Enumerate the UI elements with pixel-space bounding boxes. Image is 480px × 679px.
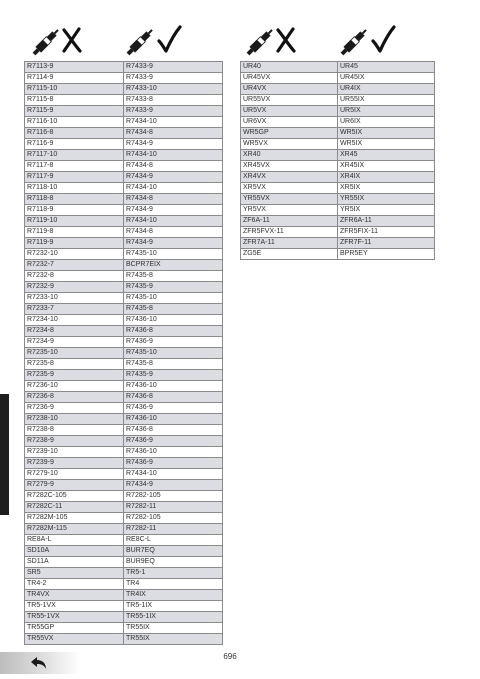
cross-icon: [61, 26, 83, 54]
incorrect-part-cell: SR5: [25, 568, 124, 579]
correct-part-cell: R7435-8: [124, 359, 223, 370]
incorrect-part-cell: TR5-1VX: [25, 601, 124, 612]
incorrect-part-cell: R7236-10: [25, 381, 124, 392]
incorrect-part-cell: ZFR5FVX-11: [241, 227, 338, 238]
table-row: [25, 271, 223, 282]
correct-part-cell: R7434-10: [124, 117, 223, 128]
table-row: [25, 557, 223, 568]
incorrect-part-cell: R7116-9: [25, 139, 124, 150]
table-row: [25, 535, 223, 546]
correct-part-cell: R7434-9: [124, 205, 223, 216]
table-row: [25, 95, 223, 106]
table-row: [25, 216, 223, 227]
correct-part-cell: R7435-10: [124, 293, 223, 304]
incorrect-part-cell: TR55VX: [25, 634, 124, 645]
correct-part-cell: R7436-9: [124, 436, 223, 447]
table-row: [25, 425, 223, 436]
correct-part-cell: R7434-10: [124, 216, 223, 227]
correct-part-cell: R7435-8: [124, 271, 223, 282]
incorrect-part-cell: YR5VX: [241, 205, 338, 216]
table-row: [25, 612, 223, 623]
correct-part-cell: R7433-10: [124, 84, 223, 95]
correct-part-cell: R7436-9: [124, 458, 223, 469]
correct-part-cell: R7433-8: [124, 95, 223, 106]
correct-part-cell: XR45: [338, 150, 435, 161]
correct-part-cell: R7436-10: [124, 315, 223, 326]
incorrect-part-cell: R7236-8: [25, 392, 124, 403]
table-row: [25, 183, 223, 194]
incorrect-part-cell: R7232-9: [25, 282, 124, 293]
incorrect-part-cell: SD10A: [25, 546, 124, 557]
table-row: [241, 227, 435, 238]
correct-part-cell: TR4: [124, 579, 223, 590]
table-row: [25, 491, 223, 502]
correct-part-cell: R7435-8: [124, 304, 223, 315]
table-row: [25, 62, 223, 73]
correct-part-cell: R7434-9: [124, 480, 223, 491]
correct-part-cell: R7434-10: [124, 183, 223, 194]
incorrect-part-cell: R7282M-105: [25, 513, 124, 524]
incorrect-part-cell: WR5VX: [241, 139, 338, 150]
correct-part-cell: UR6IX: [338, 117, 435, 128]
incorrect-part-cell: R7115-8: [25, 95, 124, 106]
table-row: [25, 150, 223, 161]
table-row: [25, 249, 223, 260]
incorrect-part-cell: UR5VX: [241, 106, 338, 117]
correct-part-cell: R7433-9: [124, 106, 223, 117]
incorrect-part-cell: R7118-8: [25, 194, 124, 205]
table-row: [241, 172, 435, 183]
incorrect-part-cell: R7232-10: [25, 249, 124, 260]
table-row: [241, 238, 435, 249]
table-row: [241, 249, 435, 260]
correct-part-cell: RE8C-L: [124, 535, 223, 546]
table-row: [25, 73, 223, 84]
table-row: [25, 84, 223, 95]
table-row: [241, 73, 435, 84]
correct-part-cell: R7436-10: [124, 447, 223, 458]
incorrect-part-cell: R7238-9: [25, 436, 124, 447]
table-row: [25, 381, 223, 392]
correct-part-cell: R7434-10: [124, 150, 223, 161]
table-row: [241, 106, 435, 117]
table-row: [241, 95, 435, 106]
correct-part-cell: R7436-8: [124, 425, 223, 436]
correct-part-cell: R7436-8: [124, 326, 223, 337]
correct-part-cell: R7434-8: [124, 194, 223, 205]
incorrect-part-cell: R7236-9: [25, 403, 124, 414]
table-row: [25, 623, 223, 634]
incorrect-part-cell: R7235-10: [25, 348, 124, 359]
table-row: [25, 139, 223, 150]
table-row: [25, 304, 223, 315]
table-row: [25, 403, 223, 414]
table-row: [25, 447, 223, 458]
correct-part-cell: R7434-9: [124, 139, 223, 150]
table-row: [25, 260, 223, 271]
incorrect-part-cell: TR4-2: [25, 579, 124, 590]
incorrect-part-cell: R7233-7: [25, 304, 124, 315]
correct-part-cell: XR4IX: [338, 172, 435, 183]
incorrect-part-cell: YR55VX: [241, 194, 338, 205]
incorrect-part-cell: R7232-8: [25, 271, 124, 282]
correct-part-cell: WR5IX: [338, 128, 435, 139]
cross-reference-table-right: [240, 61, 435, 260]
incorrect-part-cell: R7239-9: [25, 458, 124, 469]
incorrect-part-cell: R7119-9: [25, 238, 124, 249]
table-row: [241, 161, 435, 172]
table-row: [25, 172, 223, 183]
table-row: [25, 634, 223, 645]
table-row: [241, 117, 435, 128]
correct-part-cell: R7282-105: [124, 491, 223, 502]
incorrect-part-cell: R7238-10: [25, 414, 124, 425]
correct-part-cell: R7434-8: [124, 161, 223, 172]
correct-part-cell: R7436-9: [124, 337, 223, 348]
incorrect-part-cell: R7116-10: [25, 117, 124, 128]
incorrect-part-cell: TR55GP: [25, 623, 124, 634]
table-row: [25, 337, 223, 348]
table-row: [25, 348, 223, 359]
incorrect-part-cell: R7115-10: [25, 84, 124, 95]
correct-part-cell: R7436-9: [124, 403, 223, 414]
incorrect-part-cell: R7282C-105: [25, 491, 124, 502]
check-icon: [156, 24, 182, 54]
incorrect-part-cell: R7282C-11: [25, 502, 124, 513]
table-row: [25, 590, 223, 601]
correct-part-cell: YR5IX: [338, 205, 435, 216]
correct-part-cell: R7435-10: [124, 249, 223, 260]
incorrect-part-cell: XR45VX: [241, 161, 338, 172]
correct-part-cell: TR55IX: [124, 623, 223, 634]
incorrect-part-cell: XR5VX: [241, 183, 338, 194]
correct-part-cell: R7434-8: [124, 227, 223, 238]
incorrect-part-cell: R7118-10: [25, 183, 124, 194]
correct-part-cell: TR5-1: [124, 568, 223, 579]
incorrect-part-cell: R7279-10: [25, 469, 124, 480]
correct-part-cell: R7433-9: [124, 62, 223, 73]
incorrect-part-cell: R7233-10: [25, 293, 124, 304]
incorrect-part-cell: R7117-8: [25, 161, 124, 172]
correct-part-cell: ZFR6A-11: [338, 216, 435, 227]
table-row: [25, 480, 223, 491]
correct-part-cell: R7434-8: [124, 128, 223, 139]
correct-part-cell: R7282-11: [124, 502, 223, 513]
incorrect-part-cell: TR4VX: [25, 590, 124, 601]
table-row: [25, 128, 223, 139]
table-row: [25, 238, 223, 249]
correct-part-cell: R7433-9: [124, 73, 223, 84]
incorrect-part-cell: R7234-10: [25, 315, 124, 326]
incorrect-part-cell: XR4VX: [241, 172, 338, 183]
correct-part-cell: R7282-105: [124, 513, 223, 524]
table-row: [241, 62, 435, 73]
incorrect-part-cell: R7119-8: [25, 227, 124, 238]
incorrect-part-cell: R7238-8: [25, 425, 124, 436]
table-row: [25, 469, 223, 480]
table-row: [25, 205, 223, 216]
correct-part-cell: XR5IX: [338, 183, 435, 194]
cross-icon: [275, 26, 297, 54]
page-number: 696: [223, 652, 237, 661]
table-row: [241, 84, 435, 95]
table-row: [25, 601, 223, 612]
correct-part-cell: UR55IX: [338, 95, 435, 106]
table-row: [25, 568, 223, 579]
incorrect-part-cell: ZF6A-11: [241, 216, 338, 227]
table-row: [25, 436, 223, 447]
table-row: [241, 150, 435, 161]
incorrect-part-cell: R7117-9: [25, 172, 124, 183]
correct-part-cell: TR5-1IX: [124, 601, 223, 612]
incorrect-part-cell: R7115-9: [25, 106, 124, 117]
incorrect-part-cell: ZG5E: [241, 249, 338, 260]
incorrect-part-cell: R7235-8: [25, 359, 124, 370]
table-row: [241, 205, 435, 216]
correct-part-cell: YR55IX: [338, 194, 435, 205]
incorrect-part-cell: UR55VX: [241, 95, 338, 106]
table-row: [241, 139, 435, 150]
correct-part-cell: TR55IX: [124, 634, 223, 645]
table-row: [25, 293, 223, 304]
incorrect-part-cell: XR40: [241, 150, 338, 161]
correct-part-cell: R7436-10: [124, 414, 223, 425]
correct-part-cell: BCPR7EIX: [124, 260, 223, 271]
correct-part-cell: R7434-9: [124, 238, 223, 249]
table-row: [25, 326, 223, 337]
correct-part-cell: R7436-8: [124, 392, 223, 403]
check-icon: [370, 24, 396, 54]
table-row: [25, 359, 223, 370]
incorrect-part-cell: R7239-10: [25, 447, 124, 458]
incorrect-part-cell: R7119-10: [25, 216, 124, 227]
table-row: [25, 117, 223, 128]
correct-part-cell: R7435-9: [124, 370, 223, 381]
incorrect-part-cell: WR5GP: [241, 128, 338, 139]
correct-part-cell: UR45: [338, 62, 435, 73]
table-row: [25, 392, 223, 403]
correct-part-cell: R7435-10: [124, 348, 223, 359]
table-row: [25, 194, 223, 205]
correct-part-cell: R7434-9: [124, 172, 223, 183]
table-row: [25, 227, 223, 238]
incorrect-part-cell: R7118-9: [25, 205, 124, 216]
correct-part-cell: BPR5EY: [338, 249, 435, 260]
back-arrow-icon[interactable]: [30, 655, 48, 671]
cross-reference-table-left: [24, 61, 223, 645]
incorrect-part-cell: R7116-8: [25, 128, 124, 139]
table-row: [241, 183, 435, 194]
incorrect-part-cell: UR4VX: [241, 84, 338, 95]
correct-part-cell: R7436-10: [124, 381, 223, 392]
table-row: [25, 106, 223, 117]
table-row: [25, 513, 223, 524]
incorrect-part-cell: UR45VX: [241, 73, 338, 84]
table-row: [25, 546, 223, 557]
table-row: [25, 315, 223, 326]
correct-part-cell: R7435-9: [124, 282, 223, 293]
incorrect-part-cell: TR55-1VX: [25, 612, 124, 623]
correct-part-cell: ZFR5FIX-11: [338, 227, 435, 238]
table-row: [25, 524, 223, 535]
correct-part-cell: UR45IX: [338, 73, 435, 84]
correct-part-cell: UR4IX: [338, 84, 435, 95]
table-row: [25, 458, 223, 469]
table-row: [25, 502, 223, 513]
table-row: [25, 370, 223, 381]
correct-part-cell: TR55-1IX: [124, 612, 223, 623]
table-row: [241, 216, 435, 227]
table-row: [241, 194, 435, 205]
incorrect-part-cell: R7114-9: [25, 73, 124, 84]
table-row: [25, 282, 223, 293]
incorrect-part-cell: ZFR7A-11: [241, 238, 338, 249]
correct-part-cell: UR5IX: [338, 106, 435, 117]
incorrect-part-cell: SD11A: [25, 557, 124, 568]
correct-part-cell: WR5IX: [338, 139, 435, 150]
correct-part-cell: ZFR7F-11: [338, 238, 435, 249]
table-row: [25, 579, 223, 590]
correct-part-cell: XR45IX: [338, 161, 435, 172]
correct-part-cell: TR4IX: [124, 590, 223, 601]
incorrect-part-cell: UR40: [241, 62, 338, 73]
table-row: [25, 161, 223, 172]
incorrect-part-cell: RE8A-L: [25, 535, 124, 546]
correct-part-cell: R7434-10: [124, 469, 223, 480]
incorrect-part-cell: R7117-10: [25, 150, 124, 161]
incorrect-part-cell: R7279-9: [25, 480, 124, 491]
incorrect-part-cell: R7113-9: [25, 62, 124, 73]
correct-part-cell: R7282-11: [124, 524, 223, 535]
chapter-tab-marker: [0, 394, 9, 515]
table-row: [25, 414, 223, 425]
incorrect-part-cell: R7234-8: [25, 326, 124, 337]
correct-part-cell: BUR7EQ: [124, 546, 223, 557]
incorrect-part-cell: R7282M-115: [25, 524, 124, 535]
incorrect-part-cell: UR6VX: [241, 117, 338, 128]
incorrect-part-cell: R7235-9: [25, 370, 124, 381]
table-row: [241, 128, 435, 139]
incorrect-part-cell: R7234-9: [25, 337, 124, 348]
incorrect-part-cell: R7232-7: [25, 260, 124, 271]
correct-part-cell: BUR9EQ: [124, 557, 223, 568]
